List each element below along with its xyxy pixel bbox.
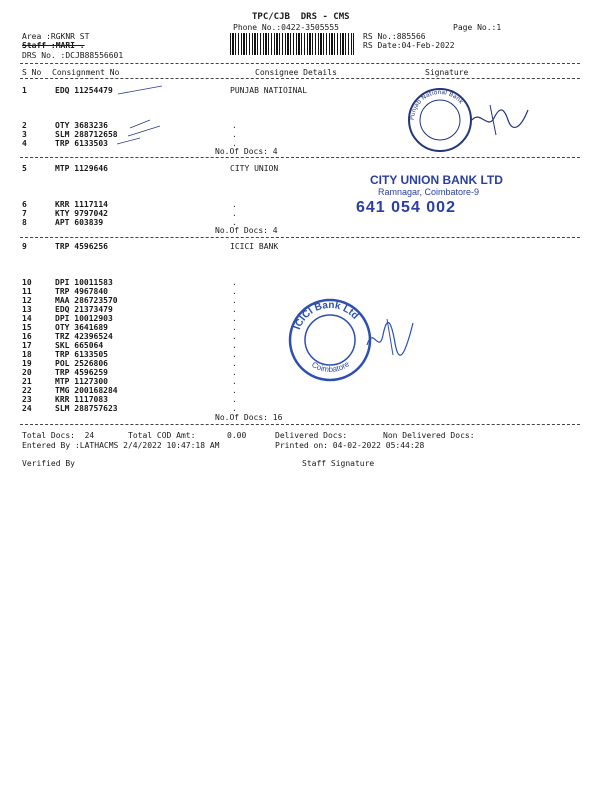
row-sno: 2	[22, 121, 27, 130]
entered-by: Entered By :LATHACMS 2/4/2022 10:47:18 AM	[22, 441, 220, 450]
area-label: Area :RGKNR ST	[22, 32, 90, 41]
row-consignment: TRP 4967840	[55, 287, 108, 296]
row-consignment: KRR 1117083	[55, 395, 108, 404]
cod-value: 0.00	[227, 431, 247, 440]
row-consignment: TMG 200168284	[55, 386, 118, 395]
placeholder-dots: . . . . . . . . . . . . . . .	[232, 278, 237, 413]
cub-stamp-line1: CITY UNION BANK LTD	[370, 173, 503, 187]
placeholder-dots: . . .	[232, 121, 237, 148]
rs-date: RS Date:04-Feb-2022	[363, 41, 455, 50]
row-sno: 6	[22, 200, 27, 209]
icici-stamp-top: ICICI Bank Ltd	[292, 299, 361, 332]
total-cod: Total COD Amt:	[128, 431, 196, 440]
row-sno: 9	[22, 242, 27, 251]
row-consignment: POL 2526806	[55, 359, 108, 368]
printed-on: Printed on: 04-02-2022 05:44:28	[275, 441, 425, 450]
total-docs: Total Docs: 24	[22, 431, 95, 440]
row-consignment: KTY 9797042	[55, 209, 108, 218]
row-consignment: EDQ 11254479	[55, 86, 113, 95]
drs-number: DRS No. :DCJB88556601	[22, 51, 124, 60]
row-sno: 13	[22, 305, 32, 314]
row-consignment: OTY 3641689	[55, 323, 108, 332]
row-sno: 14	[22, 314, 32, 323]
row-consignment: MTP 1127300	[55, 377, 108, 386]
rs-number: RS No.:885566	[363, 32, 426, 41]
row-consignment: DPI 10011583	[55, 278, 113, 287]
svg-text:Coimbatore	[310, 359, 351, 374]
staff-label: Staff :MARI .	[22, 41, 85, 50]
row-sno: 3	[22, 130, 27, 139]
column-signature: Signature	[425, 68, 469, 77]
row-consignment: TRP 6133503	[55, 139, 108, 148]
row-sno: 21	[22, 377, 32, 386]
column-consignment: Consignment No	[52, 68, 120, 77]
row-sno: 19	[22, 359, 32, 368]
row-sno: 4	[22, 139, 27, 148]
row-sno: 17	[22, 341, 32, 350]
row-sno: 10	[22, 278, 32, 287]
cub-stamp-line2: Ramnagar, Coimbatore-9	[378, 187, 480, 197]
icici-stamp-bottom: Coimbatore	[310, 359, 351, 375]
row-consignment: KRR 1117114	[55, 200, 108, 209]
row-sno: 1	[22, 86, 27, 95]
row-consignment: MTP 1129646	[55, 164, 108, 173]
row-consignment: TRP 4596256	[55, 242, 108, 251]
row-sno: 22	[22, 386, 32, 395]
row-sno: 5	[22, 164, 27, 173]
row-consignment: SKL 665064	[55, 341, 104, 350]
row-sno: 11	[22, 287, 32, 296]
icici-stamp-ring	[285, 295, 375, 385]
row-sno: 16	[22, 332, 32, 341]
page-number: Page No.:1	[453, 23, 502, 32]
cub-stamp-number: 641 054 002	[356, 199, 456, 216]
row-consignment: OTY 3683236	[55, 121, 108, 130]
delivered-docs: Delivered Docs:	[275, 431, 348, 440]
consignee-name: PUNJAB NATIOINAL	[230, 86, 308, 95]
column-consignee: Consignee Details	[255, 68, 337, 77]
row-sno: 15	[22, 323, 32, 332]
row-consignment: TRP 6133505	[55, 350, 108, 359]
row-consignment: SLM 288712658	[55, 130, 118, 139]
icici-signature	[365, 315, 415, 360]
phone-number: Phone No.:0422-3505555	[233, 23, 339, 32]
staff-signature: Staff Signature	[302, 459, 375, 468]
divider	[20, 63, 580, 64]
no-of-docs: No.Of Docs: 16	[215, 413, 283, 422]
row-consignment: TRZ 42396524	[55, 332, 113, 341]
row-sno: 20	[22, 368, 32, 377]
non-delivered-docs: Non Delivered Docs:	[383, 431, 475, 440]
row-sno: 7	[22, 209, 27, 218]
row-consignment: EDQ 21373479	[55, 305, 113, 314]
row-consignment: TRP 4596259	[55, 368, 108, 377]
pnb-stamp-ring	[405, 85, 475, 155]
row-sno: 23	[22, 395, 32, 404]
pnb-stamp-text: Punjab National Bank	[408, 88, 465, 121]
row-sno: 12	[22, 296, 32, 305]
consignee-name: ICICI BANK	[230, 242, 279, 251]
placeholder-dots: . . .	[232, 200, 237, 227]
row-sno: 8	[22, 218, 27, 227]
no-of-docs: No.Of Docs: 4	[215, 226, 278, 235]
row-consignment: APT 603839	[55, 218, 104, 227]
row-consignment: SLM 288757623	[55, 404, 118, 413]
row-sno: 18	[22, 350, 32, 359]
column-sno: S No	[22, 68, 42, 77]
barcode-image	[230, 33, 354, 55]
divider	[20, 78, 580, 79]
row-sno: 24	[22, 404, 32, 413]
consignee-name: CITY UNION	[230, 164, 279, 173]
divider	[20, 424, 580, 425]
row-consignment: DPI 10012903	[55, 314, 113, 323]
verified-by: Verified By	[22, 459, 75, 468]
pnb-signature	[470, 100, 530, 140]
row-consignment: MAA 286723570	[55, 296, 118, 305]
no-of-docs: No.Of Docs: 4	[215, 147, 278, 156]
document-title: TPC/CJB DRS - CMS	[252, 12, 350, 22]
